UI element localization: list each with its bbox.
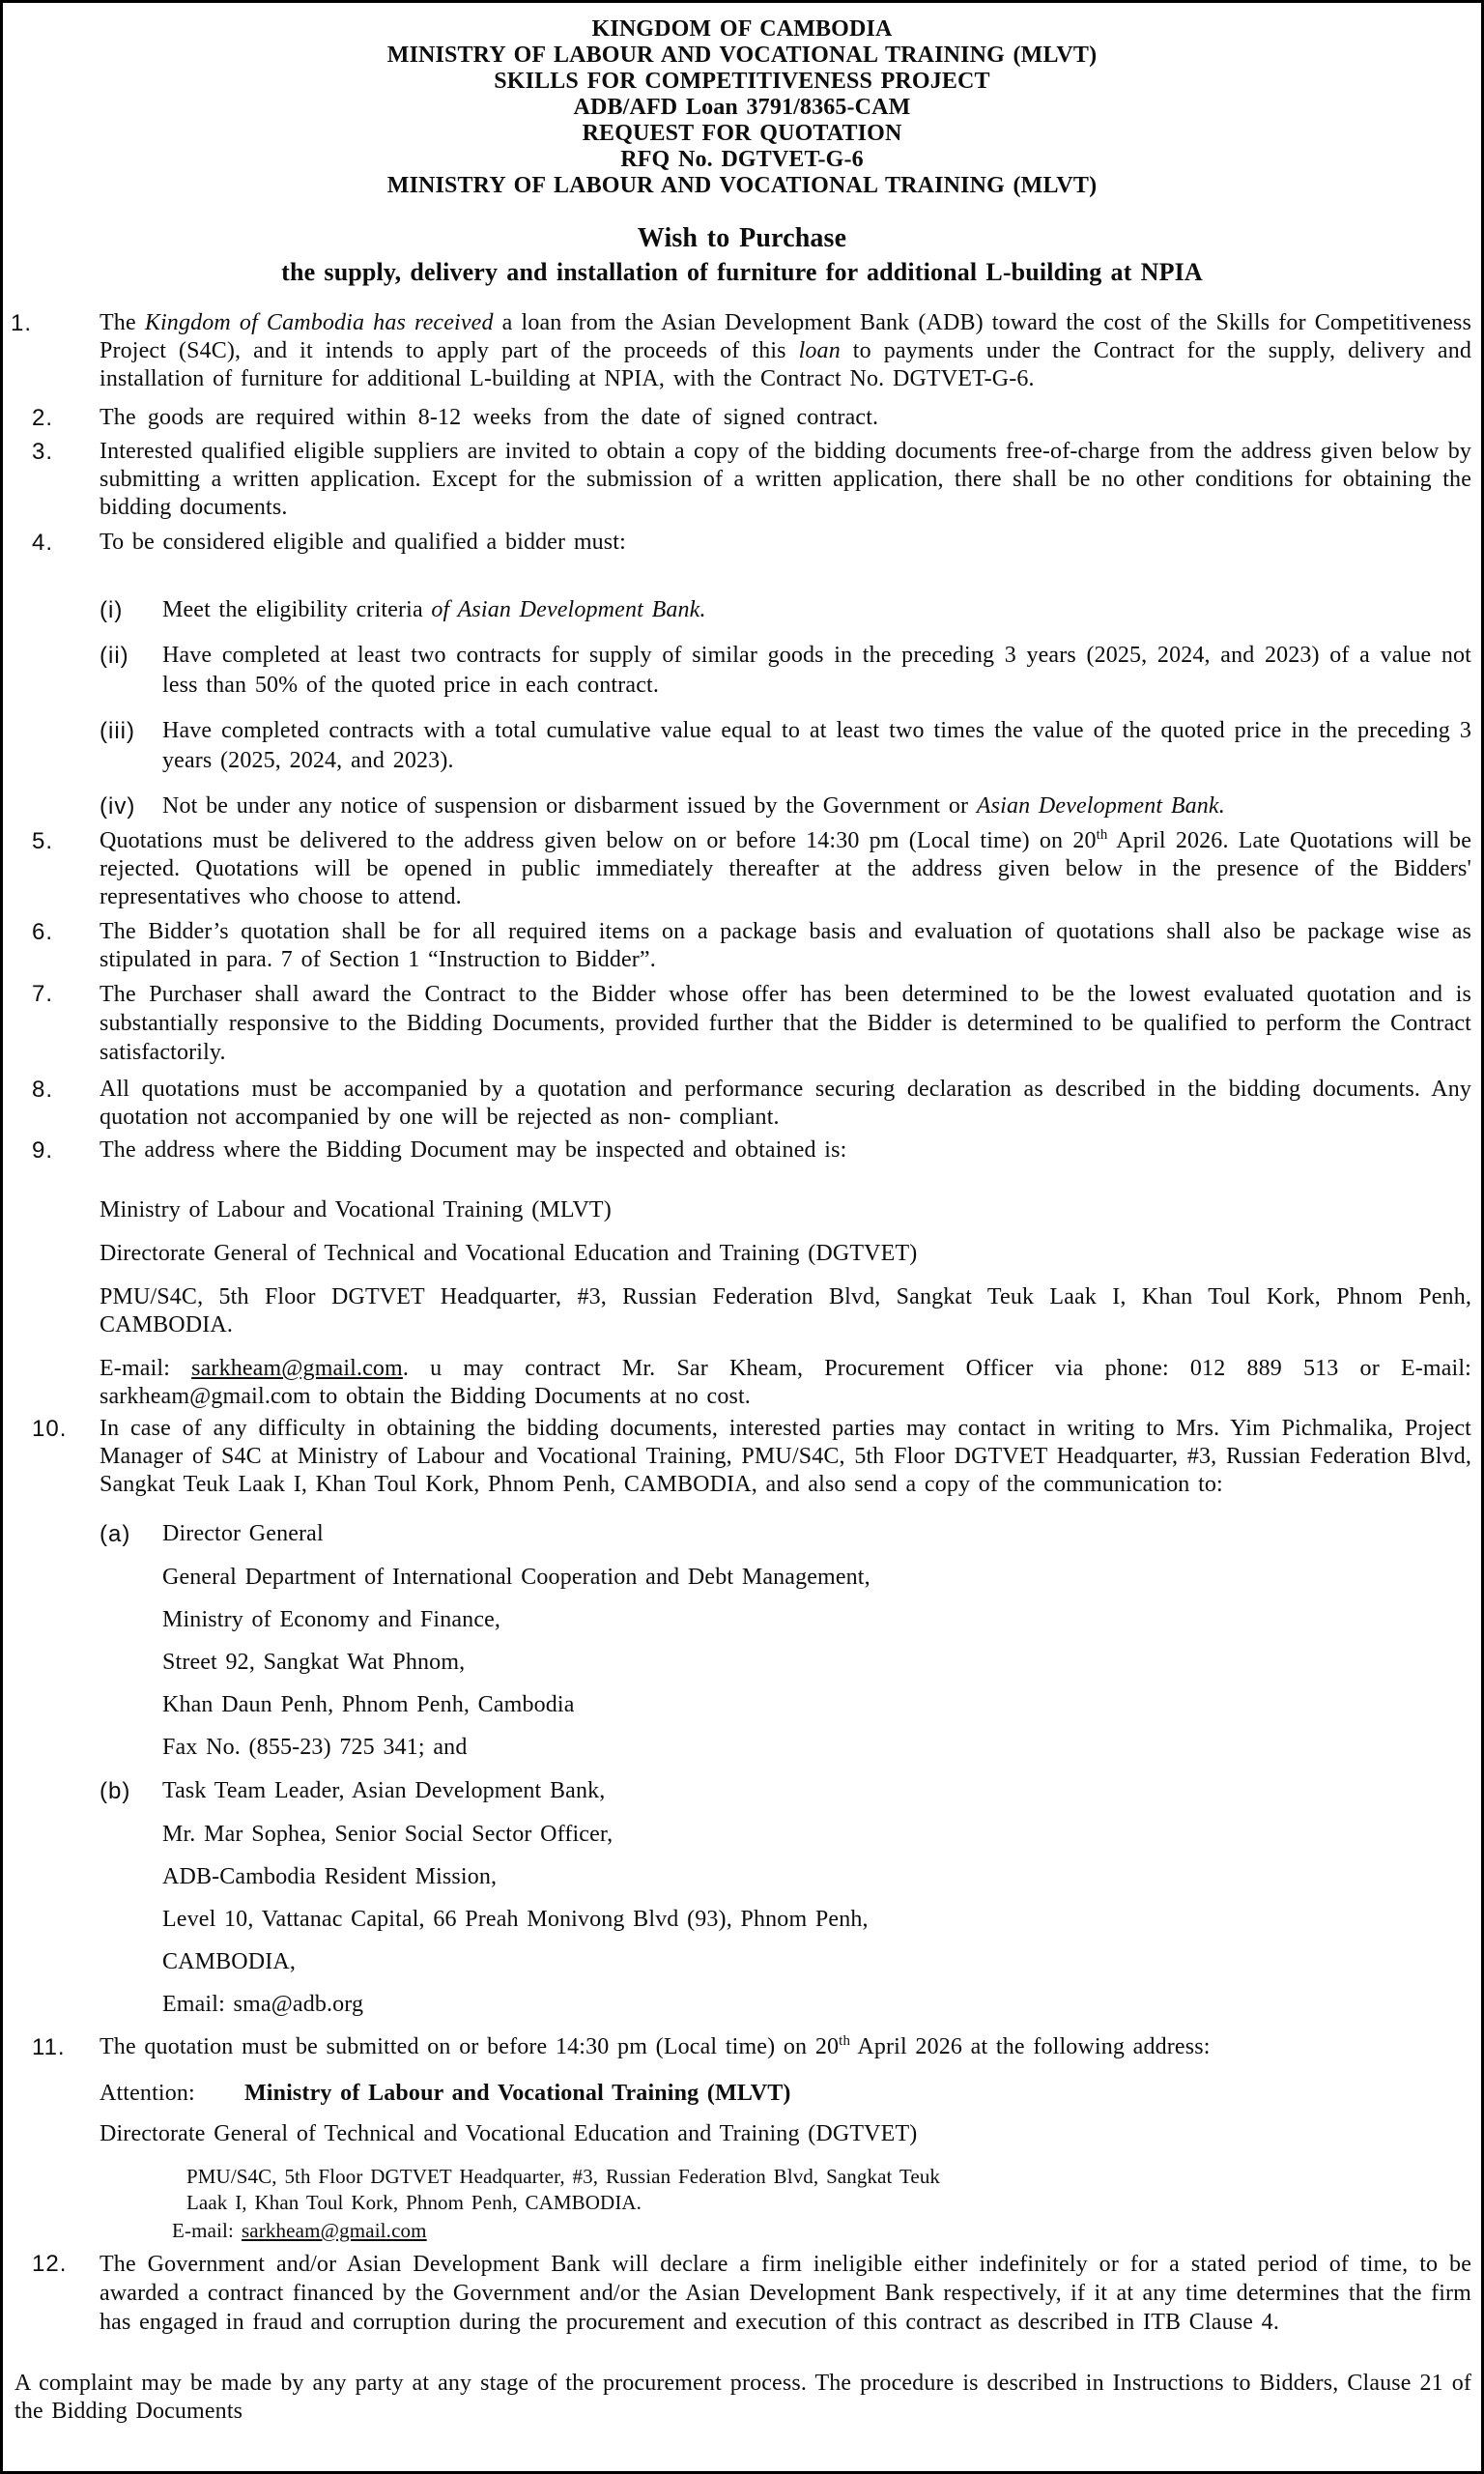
sub-item-iv-seg1: Not be under any notice of suspension or disbarment issued by the Government or [162,793,977,819]
submission-email-link[interactable]: sarkheam@gmail.com [241,2219,427,2242]
item-1 [3,309,1481,393]
item-7 [3,980,1481,1067]
header-loan-number: ADB/AFD Loan 3791/8365-CAM [573,95,911,120]
bidding-address-ministry: Ministry of Labour and Vocational Training (MLVT) [100,1197,612,1223]
item-9-number: 9. [32,1137,54,1164]
sub-item-b-title: Task Team Leader, Asian Development Bank, [162,1778,606,1803]
header-rfq-number: RFQ No. DGTVET-G-6 [620,147,864,172]
item-10-number: 10. [32,1416,68,1442]
attention-line [3,2080,1481,2108]
item-5-superscript: th [1096,827,1108,843]
submission-address-directorate: Directorate General of Technical and Vocational Education and Training (DGTVET) [100,2121,918,2146]
item-10-text: In case of any difficulty in obtaining the bidding documents, interested parties may contact in writing to Mrs. Yim Pichmalika, Project Manager of S4C at Ministry of Labour and Vocational Training, PMU/S4C, 5th Floor DGTVET Headquarter, #3, Russian Federation Blvd, Sangkat Teuk Laak I, Khan Toul Kork, Phnom Penh, CAMBODIA, and also send a copy of the communication to: [100,1416,1471,1497]
item-4-number: 4. [32,530,54,556]
address-b-line: Mr. Mar Sophea, Senior Social Sector Officer, [162,1822,614,1847]
item-1-seg3: a loan from the Asian Development Bank (ADB) toward the cost of the Skills for Competitiveness Project (S4C), and it intends to apply part of the proceeds of this [100,310,1472,363]
item-2-number: 2. [32,405,54,431]
address-b-line: Level 10, Vattanac Capital, 66 Preah Monivong Blvd (93), Phnom Penh, [162,1907,869,1932]
sub-item-iv [3,791,1481,821]
purchase-subtitle: the supply, delivery and installation of furniture for additional L-building at NPIA [281,258,1203,286]
item-3-text: Interested qualified eligible suppliers are invited to obtain a copy of the bidding documents free-of-charge from the address given below by submitting a written application. Except for the submission of a written application, there shall be no other conditions for obtaining the bidding documents. [100,439,1471,520]
sub-item-iii [3,716,1481,776]
attention-label: Attention: [100,2081,195,2106]
sub-item-iv-text [162,793,1225,819]
sub-item-iii-marker: (iii) [100,718,135,744]
header-project: SKILLS FOR COMPETITIVENESS PROJECT [494,69,990,94]
item-4-text: To be considered eligible and qualified a bidder must: [100,530,626,555]
item-12-number: 12. [32,2251,68,2277]
bidding-address-directorate: Directorate General of Technical and Vocational Education and Training (DGTVET) [100,1241,918,1266]
item-11-seg1: The quotation must be submitted on or before 14:30 pm (Local time) on 20 [100,2034,840,2059]
item-6-text: The Bidder’s quotation shall be for all required items on a package basis and evaluation of quotations shall also be package wise as stipulated in para. 7 of Section 1 “Instruction to Bidder”. [100,919,1471,972]
item-8 [3,1076,1481,1132]
item-5-text [100,828,1471,909]
item-1-number: 1. [11,310,33,336]
sub-item-i-marker: (i) [100,597,124,623]
purchase-title: Wish to Purchase [637,223,847,253]
sub-item-b-marker: (b) [100,1778,131,1804]
sub-item-i-italic: of Asian Development Bank. [431,597,706,622]
item-3-number: 3. [32,439,54,465]
sub-item-i-seg1: Meet the eligibility criteria [162,597,432,622]
address-b-line: CAMBODIA, [162,1949,297,1974]
submission-email-label: E-mail: [172,2219,242,2242]
sub-item-i-text [162,597,706,622]
header-ministry-repeat: MINISTRY OF LABOUR AND VOCATIONAL TRAINING (MLVT) [386,173,1098,198]
submission-email-line [3,2218,1481,2244]
address-a-fax: Fax No. (855-23) 725 341; and [162,1735,468,1760]
item-12 [3,2250,1481,2337]
item-7-text: The Purchaser shall award the Contract to the Bidder whose offer has been determined to be the lowest evaluated quotation and is substantially responsive to the Bidding Documents, provided further that the Bidder is determined to be qualified to perform the Contract satisfactorily. [100,982,1471,1065]
item-1-seg1: The [100,310,145,335]
item-5 [3,827,1481,911]
item-12-text: The Government and/or Asian Development Bank will declare a firm ineligible either indefinitely or for a stated period of time, to be awarded a contract financed by the Government and/or the Asian Development Bank respectively, if it at any time determines that the firm has engaged in fraud and corruption during the procurement and execution of this contract as described in ITB Clause 4. [100,2252,1471,2335]
sub-item-b [3,1776,1481,1806]
item-8-text: All quotations must be accompanied by a quotation and performance securing declaration as described in the bidding documents. Any quotation not accompanied by one will be rejected as non- compliant. [100,1077,1471,1130]
sub-item-ii-text: Have completed at least two contracts for supply of similar goods in the preceding 3 years (2025, 2024, and 2023) of a value not less than 50% of the quoted price in each contract. [162,643,1471,698]
item-1-seg5: to payments under the Contract for the supply, delivery and installation of furniture for additional L-building at NPIA, with the Contract No. DGTVET-G-6. [100,338,1471,391]
attention-value: Ministry of Labour and Vocational Training (MLVT) [244,2081,791,2106]
sub-item-a-marker: (a) [100,1521,131,1547]
address-b-email: Email: sma@adb.org [162,1992,364,2017]
sub-item-a [3,1519,1481,1549]
item-6-number: 6. [32,919,54,945]
item-1-text [100,310,1471,391]
item-2 [3,404,1481,432]
bidding-contact-paragraph [3,1355,1481,1411]
item-4 [3,529,1481,557]
item-11-number: 11. [32,2034,66,2060]
sub-item-iv-marker: (iv) [100,793,136,820]
sub-item-ii [3,641,1481,701]
item-11-seg2: April 2026 at the following address: [850,2034,1211,2059]
item-5-number: 5. [32,828,54,854]
item-9-text: The address where the Bidding Document may be inspected and obtained is: [100,1137,847,1163]
item-10 [3,1415,1481,1499]
procurement-email-link[interactable]: sarkheam@gmail.com [191,1356,403,1381]
sub-item-iv-italic: Asian Development Bank. [976,793,1225,819]
complaint-note: A complaint may be made by any party at any stage of the procurement process. The procedure is described in Instructions to Bidders, Clause 21 of the Bidding Documents [14,2371,1471,2424]
header-kingdom: KINGDOM OF CAMBODIA [591,16,893,42]
item-11 [3,2033,1481,2061]
document-header [3,16,1481,199]
item-7-number: 7. [32,981,54,1007]
submission-address-street-1: PMU/S4C, 5th Floor DGTVET Headquarter, #3, Russian Federation Blvd, Sangkat Teuk [186,2165,941,2188]
header-ministry: MINISTRY OF LABOUR AND VOCATIONAL TRAINING (MLVT) [386,43,1098,68]
item-6 [3,918,1481,974]
address-a-line: Ministry of Economy and Finance, [162,1607,501,1632]
sub-item-i [3,595,1481,625]
bidding-address-street: PMU/S4C, 5th Floor DGTVET Headquarter, #3, Russian Federation Blvd, Sangkat Teuk Laak I, Khan Toul Kork, Phnom Penh, CAMBODIA. [100,1284,1471,1338]
sub-item-a-title: Director General [162,1521,324,1546]
address-a-line: Khan Daun Penh, Phnom Penh, Cambodia [162,1692,575,1717]
item-2-text: The goods are required within 8-12 weeks from the date of signed contract. [100,405,879,430]
item-11-text [100,2034,1211,2059]
submission-address-street-2: Laak I, Khan Toul Kork, Phnom Penh, CAMBODIA. [186,2191,642,2214]
item-8-number: 8. [32,1077,54,1103]
header-request-for-quotation: REQUEST FOR QUOTATION [582,121,902,146]
address-b-line: ADB-Cambodia Resident Mission, [162,1864,498,1889]
email-label: E-mail: [100,1356,192,1381]
item-1-italic-2: loan [798,338,841,363]
item-9 [3,1136,1481,1165]
item-1-italic-1: Kingdom of Cambodia has received [144,310,494,335]
contact-details-text: . u may contract Mr. Sar Kheam, Procurement Officer via phone: 012 889 513 or E-mail: sarkheam@gmail.com to obtain the Bidding Documents at no cost. [100,1356,1471,1409]
item-11-superscript: th [839,2033,851,2049]
sub-item-iii-text: Have completed contracts with a total cumulative value equal to at least two times the value of the quoted price in the preceding 3 years (2025, 2024, and 2023). [162,718,1471,773]
item-3 [3,438,1481,522]
item-5-seg1: Quotations must be delivered to the address given below on or before 14:30 pm (Local time) on 20 [100,828,1097,853]
address-a-line: Street 92, Sangkat Wat Phnom, [162,1650,466,1675]
item-5-seg2: April 2026. Late Quotations will be rejected. Quotations will be opened in public immediately thereafter at the address given below in the presence of the Bidders' representatives who choose to attend. [100,828,1472,909]
address-a-line: General Department of International Cooperation and Debt Management, [162,1565,870,1590]
sub-item-ii-marker: (ii) [100,643,129,669]
